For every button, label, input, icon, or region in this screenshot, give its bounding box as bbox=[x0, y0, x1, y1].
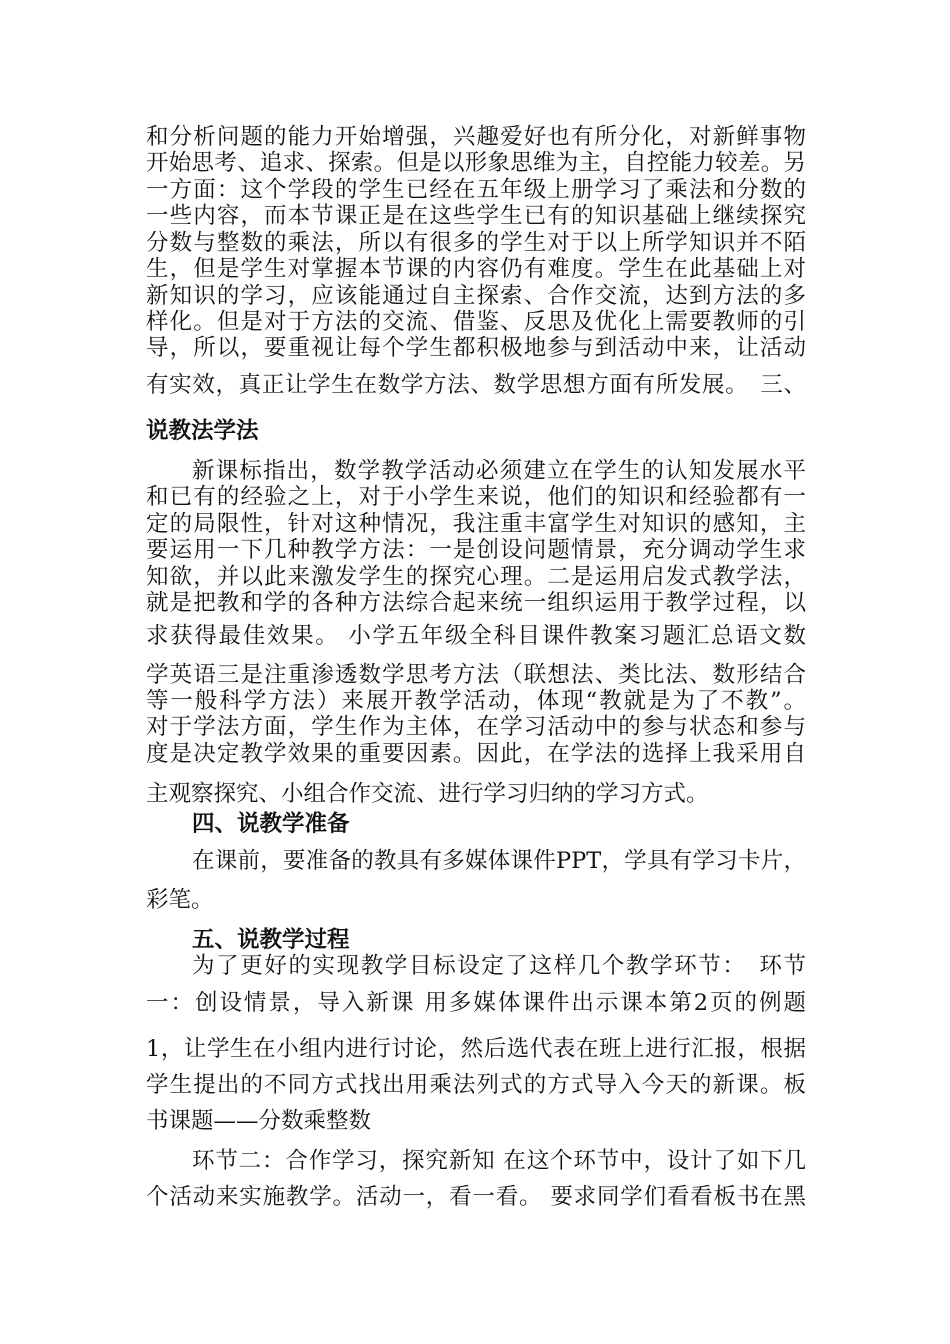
text-line: 新知识的学习，应该能通过自主探索、合作交流，达到方法的多 bbox=[146, 283, 806, 309]
text-line: 开始思考、追求、探索。但是以形象思维为主，自控能力较差。另 bbox=[146, 150, 806, 176]
text-line: 生，但是学生对掌握本节课的内容仍有难度。学生在此基础上对 bbox=[146, 256, 806, 282]
text-line: 对于学法方面，学生作为主体，在学习活动中的参与状态和参与 bbox=[146, 714, 806, 740]
text-line: 新课标指出，数学教学活动必须建立在学生的认知发展水平 bbox=[192, 458, 806, 484]
text-line: 个活动来实施教学。活动一，看一看。 要求同学们看看板书在黑 bbox=[146, 1184, 806, 1210]
text-line: 一些内容，而本节课正是在这些学生已有的知识基础上继续探究 bbox=[146, 203, 806, 229]
text-line: 和已有的经验之上，对于小学生来说，他们的知识和经验都有一 bbox=[146, 484, 806, 510]
text-line: 定的局限性，针对这种情况，我注重丰富学生对知识的感知，主 bbox=[146, 511, 806, 537]
text-line: 环节二：合作学习，探究新知 在这个环节中，设计了如下几 bbox=[192, 1148, 806, 1174]
text-line: 导，所以，要重视让每个学生都积极地参与到活动中来，让活动 bbox=[146, 335, 806, 361]
text-line: 一方面：这个学段的学生已经在五年级上册学习了乘法和分数的 bbox=[146, 177, 806, 203]
text-line: 分数与整数的乘法，所以有很多的学生对于以上所学知识并不陌 bbox=[146, 230, 806, 256]
text-line: 主观察探究、小组合作交流、进行学习归纳的学习方式。 bbox=[146, 781, 709, 807]
section-heading: 四、说教学准备 bbox=[192, 811, 350, 837]
text-line: 一：创设情景，导入新课 用多媒体课件出示课本第2页的例题 bbox=[146, 990, 806, 1016]
text-line: 等一般科学方法）来展开教学活动，体现“教就是为了不教”。 bbox=[146, 688, 806, 714]
text-line: 度是决定教学效果的重要因素。因此，在学法的选择上我采用自 bbox=[146, 741, 806, 767]
section-heading: 说教法学法 bbox=[146, 418, 259, 444]
text-line: 彩笔。 bbox=[146, 887, 214, 913]
text-line: 学生提出的不同方式找出用乘法列式的方式导入今天的新课。板 bbox=[146, 1072, 806, 1098]
section-heading: 五、说教学过程 bbox=[192, 927, 350, 953]
text-line: 求获得最佳效果。 小学五年级全科目课件教案习题汇总语文数 bbox=[146, 623, 806, 649]
text-line: 要运用一下几种教学方法：一是创设问题情景，充分调动学生求 bbox=[146, 537, 806, 563]
text-line: 为了更好的实现教学目标设定了这样几个教学环节： 环节 bbox=[192, 953, 806, 979]
text-line: 学英语三是注重渗透数学思考方法（联想法、类比法、数形结合 bbox=[146, 662, 806, 688]
text-line: 就是把教和学的各种方法综合起来统一组织运用于教学过程，以 bbox=[146, 590, 806, 616]
text-line: 书课题——分数乘整数 bbox=[146, 1108, 372, 1134]
text-line: 有实效，真正让学生在数学方法、数学思想方面有所发展。 三、 bbox=[146, 372, 806, 398]
text-line: 在课前，要准备的教具有多媒体课件PPT，学具有学习卡片， bbox=[192, 848, 806, 874]
text-line: 1，让学生在小组内进行讨论，然后选代表在班上进行汇报，根据 bbox=[146, 1036, 806, 1062]
text-line: 和分析问题的能力开始增强，兴趣爱好也有所分化，对新鲜事物 bbox=[146, 124, 806, 150]
text-line: 知欲，并以此来激发学生的探究心理。二是运用启发式教学法， bbox=[146, 564, 806, 590]
text-line: 样化。但是对于方法的交流、借鉴、反思及优化上需要教师的引 bbox=[146, 309, 806, 335]
